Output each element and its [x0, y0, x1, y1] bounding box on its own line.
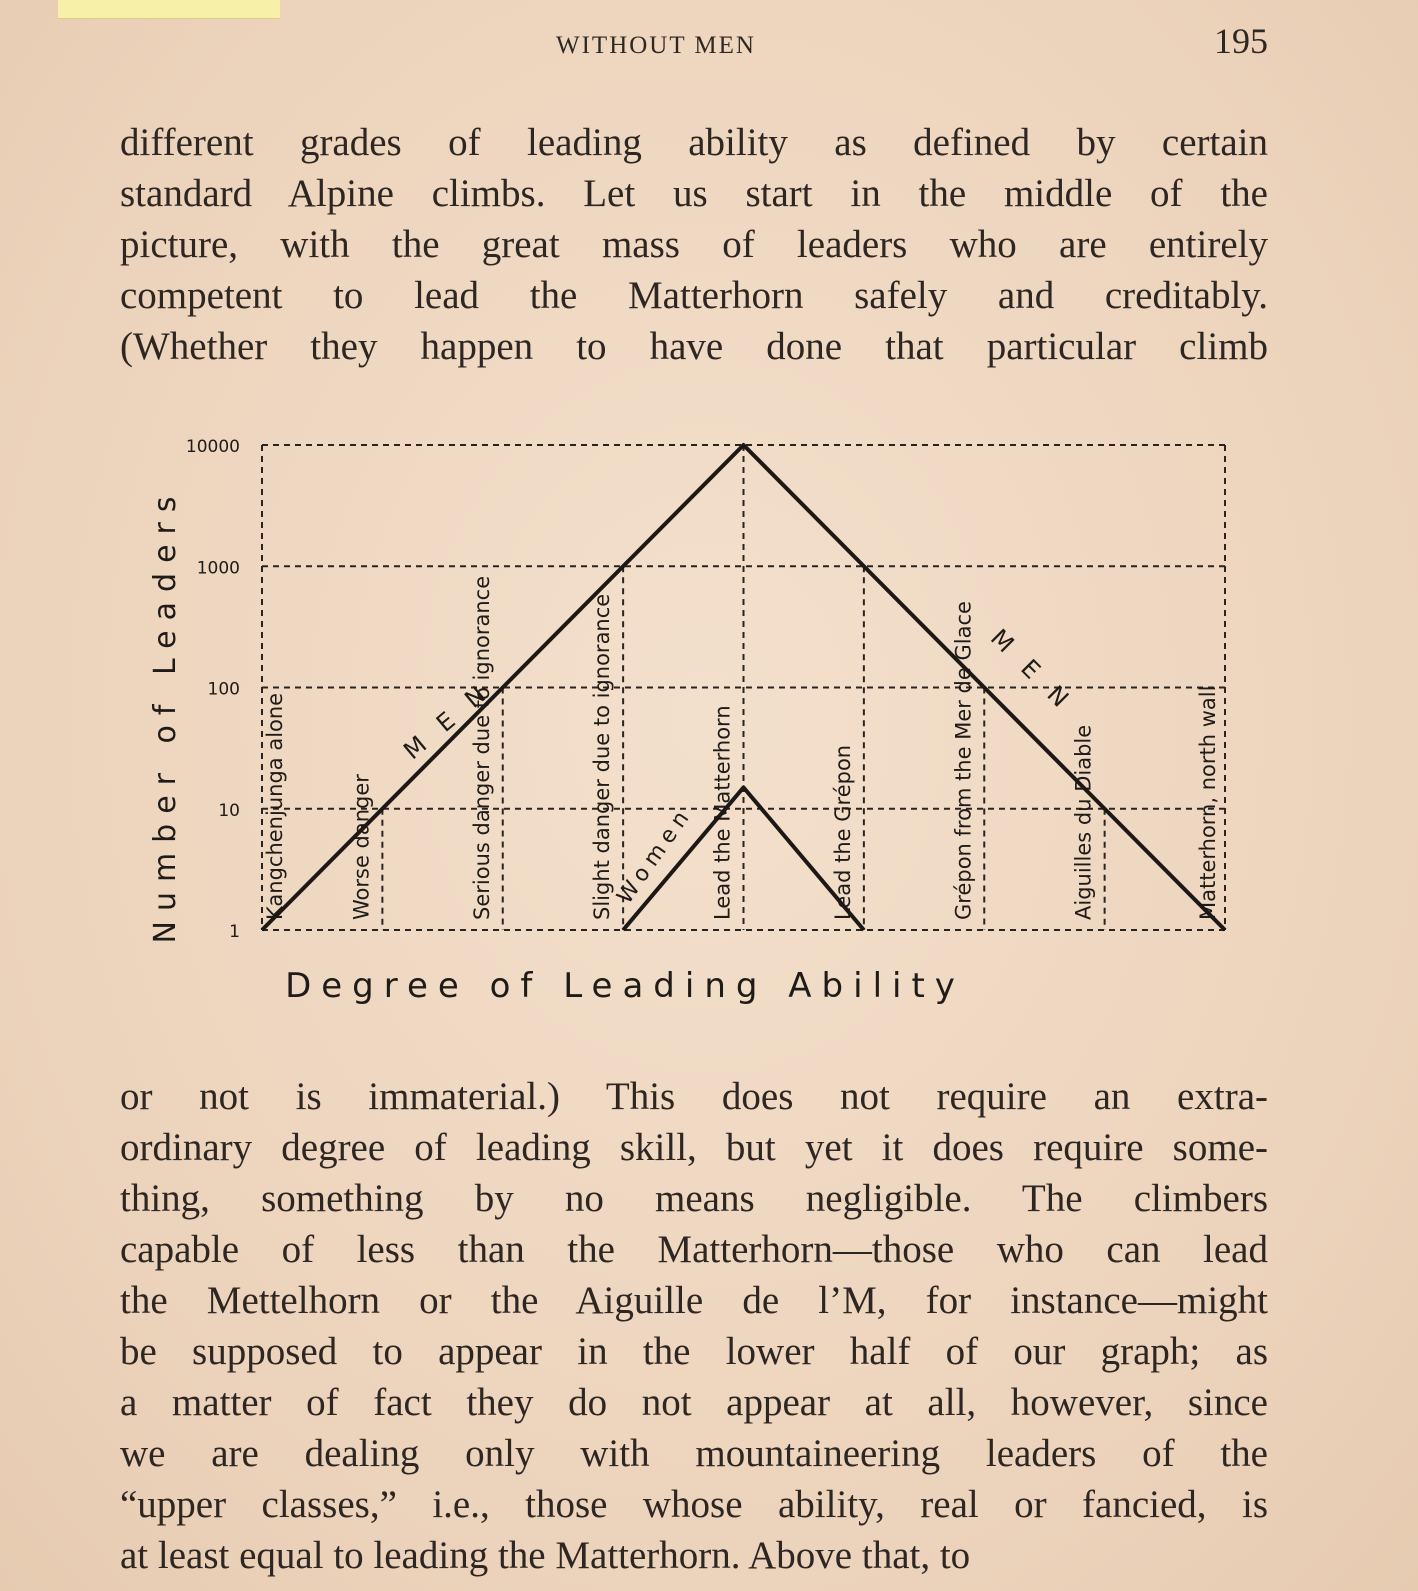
y-axis-label: Number of Leaders [148, 486, 183, 944]
x-axis-label: Degree of Leading Ability [285, 966, 965, 1006]
text-line: competent to lead the Matterhorn safely and creditably. [120, 274, 1268, 317]
y-tick-label: 10000 [185, 437, 240, 457]
chart-svg [140, 425, 1270, 1035]
page-header [120, 18, 1268, 78]
sticky-note [58, 0, 280, 19]
paragraph-top [120, 117, 1268, 372]
category-label: Slight danger due to ignorance [590, 593, 615, 920]
text-line: (Whether they happen to have done that particular climb [120, 325, 1268, 368]
text-line: standard Alpine climbs. Let us start in the middle of the [120, 172, 1268, 215]
leading-ability-chart [140, 425, 1270, 1035]
y-tick-label: 1000 [196, 558, 240, 579]
text-line: we are dealing only with mountaineering leaders of the [120, 1432, 1268, 1475]
text-line: ordinary degree of leading skill, but yet it does require some- [120, 1126, 1268, 1169]
paragraph-bottom [120, 1071, 1268, 1581]
category-label: Aiguilles du Diable [1071, 724, 1096, 920]
page-number: 195 [1214, 21, 1268, 61]
running-head: WITHOUT MEN [556, 32, 756, 59]
y-tick-label: 1 [229, 922, 240, 942]
series-label-women: Women [612, 801, 698, 909]
series-label-men: MEN [398, 666, 509, 766]
series-label-men-right: MEN [985, 623, 1090, 729]
y-tick-label: 10 [218, 800, 240, 821]
text-line: different grades of leading ability as defined by certain [120, 121, 1268, 164]
text-line: at least equal to leading the Matterhorn. Above that, to [120, 1534, 971, 1577]
text-line: “upper classes,” i.e., those whose ability, real or fancied, is [120, 1483, 1268, 1526]
text-line: a matter of fact they do not appear at all, however, since [120, 1381, 1268, 1424]
y-tick-labels [186, 437, 240, 942]
category-label: Worse danger [349, 774, 374, 920]
text-line: the Mettelhorn or the Aiguille de l’M, for instance—might [120, 1279, 1268, 1322]
category-label: Lead the Matterhorn [710, 705, 735, 920]
text-line: be supposed to appear in the lower half of our graph; as [120, 1330, 1268, 1373]
category-label: Matterhorn, north wall [1196, 685, 1220, 920]
text-line: or not is immaterial.) This does not require an extra- [120, 1075, 1268, 1118]
text-line: thing, something by no means negligible. The climbers [120, 1177, 1268, 1220]
category-label: Kangchenjunga alone [263, 692, 287, 920]
category-label: Serious danger due to ignorance [469, 575, 494, 920]
text-line: picture, with the great mass of leaders who are entirely [120, 223, 1268, 266]
category-label: Grépon from the Mer de Glace [951, 601, 976, 920]
category-label: Lead the Grépon [830, 744, 855, 920]
text-line: capable of less than the Matterhorn—those who can lead [120, 1228, 1268, 1271]
y-tick-label: 100 [207, 679, 240, 700]
